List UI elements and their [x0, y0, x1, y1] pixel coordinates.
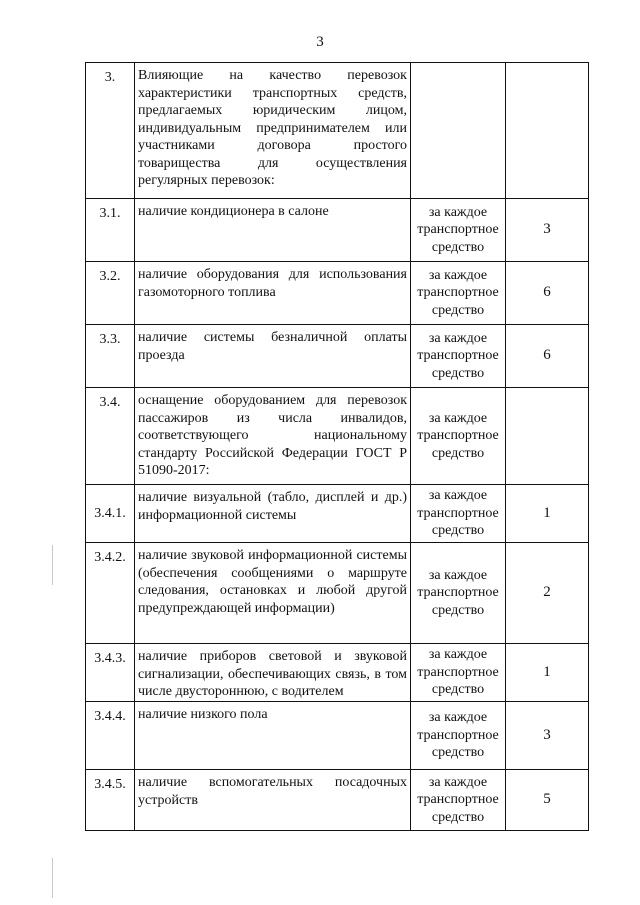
row-score: 1 — [506, 644, 589, 702]
table-row — [86, 543, 589, 644]
row-description: Влияющие на качество перевозок характеристики транспортных средств, предлагаемых юридическим лицом, индивидуальным предпринимателем или участниками договора простого товарищества для осуществления регулярных перевозок: — [135, 63, 411, 199]
row-unit: за каждое транспортное средство — [411, 485, 506, 543]
row-unit: за каждое транспортное средство — [411, 262, 506, 325]
table-row — [86, 325, 589, 388]
row-unit: за каждое транспортное средство — [411, 388, 506, 485]
table-row — [86, 63, 589, 199]
criteria-table — [85, 62, 589, 831]
row-score: 2 — [506, 543, 589, 644]
page-number: 3 — [316, 34, 324, 50]
row-description: наличие приборов световой и звуковой сигнализации, обеспечивающих связь, в том числе двустороннюю, с водителем — [135, 644, 411, 702]
table-row — [86, 199, 589, 262]
row-unit: за каждое транспортное средство — [411, 770, 506, 831]
row-number: 3.4.4. — [86, 702, 135, 770]
row-description: наличие вспомогательных посадочных устройств — [135, 770, 411, 831]
table-row — [86, 702, 589, 770]
table-row — [86, 388, 589, 485]
row-description: наличие оборудования для использования газомоторного топлива — [135, 262, 411, 325]
row-number: 3.4. — [86, 388, 135, 485]
row-description: наличие низкого пола — [135, 702, 411, 770]
table-row — [86, 770, 589, 831]
row-number: 3.4.1. — [86, 485, 135, 543]
row-unit: за каждое транспортное средство — [411, 199, 506, 262]
row-number: 3.4.5. — [86, 770, 135, 831]
table-row — [86, 485, 589, 543]
row-number: 3.3. — [86, 325, 135, 388]
row-score — [506, 388, 589, 485]
row-score: 6 — [506, 325, 589, 388]
row-unit — [411, 63, 506, 199]
row-score: 5 — [506, 770, 589, 831]
row-number: 3.4.2. — [86, 543, 135, 644]
table-row — [86, 262, 589, 325]
row-number: 3.1. — [86, 199, 135, 262]
row-score: 3 — [506, 702, 589, 770]
row-number: 3.2. — [86, 262, 135, 325]
row-description: наличие кондиционера в салоне — [135, 199, 411, 262]
row-score — [506, 63, 589, 199]
table-row — [86, 644, 589, 702]
row-number: 3.4.3. — [86, 644, 135, 702]
row-score: 1 — [506, 485, 589, 543]
row-description: наличие визуальной (табло, дисплей и др.) информационной системы — [135, 485, 411, 543]
scan-margin-line-bottom — [52, 858, 53, 898]
row-description: оснащение оборудованием для перевозок пассажиров из числа инвалидов, соответствующего национальному стандарту Российской Федерации ГОСТ Р 51090-2017: — [135, 388, 411, 485]
row-unit: за каждое транспортное средство — [411, 543, 506, 644]
row-unit: за каждое транспортное средство — [411, 644, 506, 702]
row-description: наличие системы безналичной оплаты проезда — [135, 325, 411, 388]
row-score: 3 — [506, 199, 589, 262]
row-unit: за каждое транспортное средство — [411, 325, 506, 388]
row-score: 6 — [506, 262, 589, 325]
row-number: 3. — [86, 63, 135, 199]
row-description: наличие звуковой информационной системы (обеспечения сообщениями о маршруте следования, остановках и любой другой предупреждающей информации) — [135, 543, 411, 644]
scan-margin-line-top — [52, 545, 53, 585]
row-unit: за каждое транспортное средство — [411, 702, 506, 770]
